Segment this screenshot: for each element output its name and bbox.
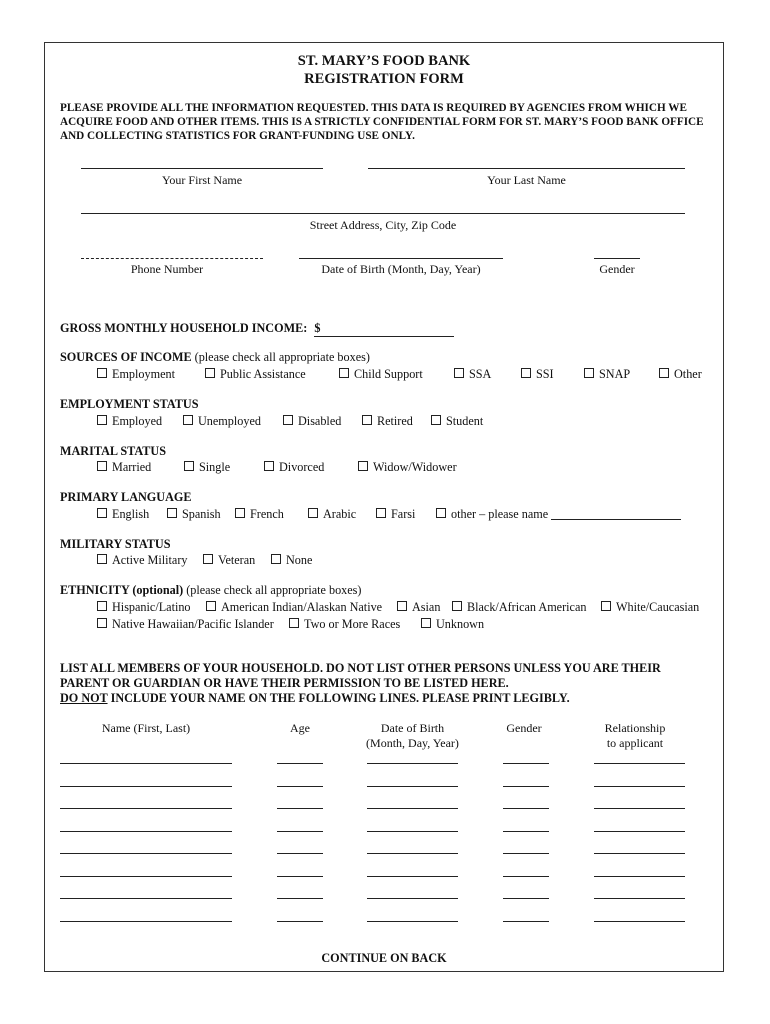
checkbox-icon[interactable] xyxy=(167,508,177,518)
household-dob-field[interactable] xyxy=(367,876,458,877)
col-header-age: Age xyxy=(290,721,310,735)
checkbox-arabic[interactable] xyxy=(308,507,356,522)
household-dob-field[interactable] xyxy=(367,921,458,922)
checkbox-active-military[interactable] xyxy=(97,553,187,568)
checkbox-icon[interactable] xyxy=(431,415,441,425)
option-label: Employment xyxy=(112,367,175,381)
checkbox-student[interactable] xyxy=(431,414,483,429)
checkbox-icon[interactable] xyxy=(436,508,446,518)
option-label: Unemployed xyxy=(198,414,261,428)
do-not-emphasis: DO NOT xyxy=(60,691,108,705)
checkbox-icon[interactable] xyxy=(454,368,464,378)
checkbox-white[interactable] xyxy=(601,600,699,615)
ethnicity-title: ETHNICITY (optional) xyxy=(60,583,184,597)
other-language-input[interactable] xyxy=(551,508,681,520)
checkbox-icon[interactable] xyxy=(421,618,431,628)
checkbox-icon[interactable] xyxy=(97,508,107,518)
checkbox-icon[interactable] xyxy=(289,618,299,628)
household-relationship-field[interactable] xyxy=(594,808,685,809)
checkbox-icon[interactable] xyxy=(397,601,407,611)
col-header-dob-line1: Date of Birth xyxy=(380,721,445,735)
gender-label: Gender xyxy=(599,262,635,276)
checkbox-icon[interactable] xyxy=(184,461,194,471)
form-title: ST. MARY’S FOOD BANK xyxy=(297,53,471,69)
checkbox-native-hawaiian[interactable] xyxy=(97,617,274,632)
household-gender-field[interactable] xyxy=(503,831,549,832)
option-label: French xyxy=(250,507,284,521)
household-age-field[interactable] xyxy=(277,853,323,854)
household-gender-field[interactable] xyxy=(503,876,549,877)
household-name-field[interactable] xyxy=(60,853,232,854)
checkbox-none[interactable] xyxy=(271,553,312,568)
checkbox-icon[interactable] xyxy=(601,601,611,611)
household-dob-field[interactable] xyxy=(367,786,458,787)
household-age-field[interactable] xyxy=(277,831,323,832)
checkbox-ssi[interactable] xyxy=(521,367,554,382)
checkbox-icon[interactable] xyxy=(206,601,216,611)
checkbox-icon[interactable] xyxy=(264,461,274,471)
checkbox-public-assistance[interactable] xyxy=(205,367,306,382)
currency-symbol: $ xyxy=(314,321,321,335)
option-label: English xyxy=(112,507,150,521)
household-name-field[interactable] xyxy=(60,786,232,787)
household-relationship-field[interactable] xyxy=(594,763,685,764)
household-relationship-field[interactable] xyxy=(594,921,685,922)
checkbox-child-support[interactable] xyxy=(339,367,423,382)
option-label: Divorced xyxy=(279,460,325,474)
checkbox-icon[interactable] xyxy=(584,368,594,378)
employment-status-heading: EMPLOYMENT STATUS xyxy=(60,397,199,411)
household-dob-field[interactable] xyxy=(367,763,458,764)
option-label: Hispanic/Latino xyxy=(112,600,191,614)
household-gender-field[interactable] xyxy=(503,808,549,809)
household-name-field[interactable] xyxy=(60,831,232,832)
household-dob-field[interactable] xyxy=(367,831,458,832)
military-status-heading: MILITARY STATUS xyxy=(60,537,171,551)
checkbox-spanish[interactable] xyxy=(167,507,221,522)
checkbox-icon[interactable] xyxy=(362,415,372,425)
checkbox-icon[interactable] xyxy=(97,461,107,471)
household-name-field[interactable] xyxy=(60,921,232,922)
ethnicity-note: (please check all appropriate boxes) xyxy=(186,583,362,597)
household-instruction-line3 xyxy=(60,691,720,706)
primary-language-heading: PRIMARY LANGUAGE xyxy=(60,490,192,504)
dob-field[interactable] xyxy=(299,258,503,259)
household-gender-field[interactable] xyxy=(503,921,549,922)
option-label: Asian xyxy=(412,600,441,614)
checkbox-icon[interactable] xyxy=(308,508,318,518)
confidentiality-notice: PLEASE PROVIDE ALL THE INFORMATION REQUESTED. THIS DATA IS REQUIRED BY AGENCIES FROM WHICH WE ACQUIRE FOOD AND OTHER ITEMS. THIS IS A STRICTLY CONFIDENTIAL FORM FOR ST. MARY’S FOOD BANK OFFICE AND COLLECTING STATISTICS FOR GRANT-FUNDING USE ONLY. xyxy=(60,102,704,142)
household-relationship-field[interactable] xyxy=(594,898,685,899)
checkbox-other-language[interactable] xyxy=(436,507,681,522)
household-gender-field[interactable] xyxy=(503,853,549,854)
dob-label: Date of Birth (Month, Day, Year) xyxy=(321,262,481,276)
household-relationship-field[interactable] xyxy=(594,786,685,787)
col-header-relationship xyxy=(590,721,680,751)
checkbox-french[interactable] xyxy=(235,507,284,522)
option-label: None xyxy=(286,553,313,567)
last-name-label: Your Last Name xyxy=(487,173,566,187)
checkbox-icon[interactable] xyxy=(205,368,215,378)
option-label: Child Support xyxy=(354,367,423,381)
household-gender-field[interactable] xyxy=(503,898,549,899)
household-relationship-field[interactable] xyxy=(594,831,685,832)
option-label: Two or More Races xyxy=(304,617,401,631)
household-dob-field[interactable] xyxy=(367,808,458,809)
household-relationship-field[interactable] xyxy=(594,876,685,877)
option-label: other – please name xyxy=(451,507,549,521)
checkbox-two-or-more[interactable] xyxy=(289,617,400,632)
checkbox-icon[interactable] xyxy=(183,415,193,425)
option-label: Employed xyxy=(112,414,163,428)
checkbox-icon[interactable] xyxy=(283,415,293,425)
household-age-field[interactable] xyxy=(277,808,323,809)
checkbox-other[interactable] xyxy=(659,367,702,382)
option-label: Native Hawaiian/Pacific Islander xyxy=(112,617,274,631)
option-label: Married xyxy=(112,460,152,474)
checkbox-retired[interactable] xyxy=(362,414,413,429)
marital-status-heading: MARITAL STATUS xyxy=(60,444,166,458)
checkbox-icon[interactable] xyxy=(97,415,107,425)
option-label: SSI xyxy=(536,367,554,381)
household-age-field[interactable] xyxy=(277,921,323,922)
option-label: American Indian/Alaskan Native xyxy=(221,600,383,614)
option-label: SSA xyxy=(469,367,492,381)
checkbox-disabled[interactable] xyxy=(283,414,341,429)
gross-income-label: GROSS MONTHLY HOUSEHOLD INCOME: xyxy=(60,321,308,335)
continue-on-back: CONTINUE ON BACK xyxy=(321,951,447,965)
checkbox-unknown[interactable] xyxy=(421,617,484,632)
sources-note: (please check all appropriate boxes) xyxy=(194,350,370,364)
option-label: Farsi xyxy=(391,507,416,521)
checkbox-icon[interactable] xyxy=(97,554,107,564)
option-label: SNAP xyxy=(599,367,631,381)
checkbox-employed[interactable] xyxy=(97,414,162,429)
checkbox-married[interactable] xyxy=(97,460,151,475)
checkbox-single[interactable] xyxy=(184,460,230,475)
col-header-dob-line2: (Month, Day, Year) xyxy=(366,736,459,750)
checkbox-icon[interactable] xyxy=(659,368,669,378)
first-name-label: Your First Name xyxy=(161,173,243,187)
checkbox-icon[interactable] xyxy=(271,554,281,564)
col-header-gender: Gender xyxy=(506,721,542,735)
household-age-field[interactable] xyxy=(277,898,323,899)
option-label: Single xyxy=(199,460,231,474)
checkbox-unemployed[interactable] xyxy=(183,414,261,429)
sources-of-income-heading xyxy=(60,350,370,365)
checkbox-widow[interactable] xyxy=(358,460,457,475)
col-header-name: Name (First, Last) xyxy=(101,721,191,735)
option-label: Active Military xyxy=(112,553,188,567)
gross-income-input[interactable] xyxy=(314,321,454,337)
household-age-field[interactable] xyxy=(277,786,323,787)
ethnicity-heading xyxy=(60,583,361,598)
checkbox-icon[interactable] xyxy=(521,368,531,378)
form-subtitle: REGISTRATION FORM xyxy=(304,71,464,87)
checkbox-icon[interactable] xyxy=(97,368,107,378)
checkbox-farsi[interactable] xyxy=(376,507,415,522)
checkbox-ssa[interactable] xyxy=(454,367,491,382)
option-label: Spanish xyxy=(182,507,221,521)
household-dob-field[interactable] xyxy=(367,853,458,854)
household-instruction-line2: PARENT OR GUARDIAN OR HAVE THEIR PERMISSION TO BE LISTED HERE. xyxy=(60,676,509,690)
checkbox-asian[interactable] xyxy=(397,600,440,615)
registration-form-page xyxy=(44,42,724,972)
phone-label: Phone Number xyxy=(130,262,204,276)
option-label: Unknown xyxy=(436,617,485,631)
col-header-dob xyxy=(355,721,470,751)
gross-income-row xyxy=(60,321,454,337)
checkbox-icon[interactable] xyxy=(358,461,368,471)
household-name-field[interactable] xyxy=(60,876,232,877)
household-relationship-field[interactable] xyxy=(594,853,685,854)
household-age-field[interactable] xyxy=(277,763,323,764)
col-header-rel-line2: to applicant xyxy=(606,736,664,750)
gender-field[interactable] xyxy=(594,258,640,259)
option-label: White/Caucasian xyxy=(616,600,700,614)
street-address-field[interactable] xyxy=(81,213,685,214)
first-name-field[interactable] xyxy=(81,168,323,169)
checkbox-divorced[interactable] xyxy=(264,460,324,475)
option-label: Public Assistance xyxy=(220,367,306,381)
household-gender-field[interactable] xyxy=(503,786,549,787)
checkbox-icon[interactable] xyxy=(97,601,107,611)
checkbox-snap[interactable] xyxy=(584,367,630,382)
option-label: Veteran xyxy=(218,553,256,567)
checkbox-icon[interactable] xyxy=(452,601,462,611)
sources-title: SOURCES OF INCOME xyxy=(60,350,192,364)
household-dob-field[interactable] xyxy=(367,898,458,899)
option-label: Retired xyxy=(377,414,413,428)
household-instruction-text: INCLUDE YOUR NAME ON THE FOLLOWING LINES. PLEASE PRINT LEGIBLY. xyxy=(107,691,570,705)
household-instruction-line1: LIST ALL MEMBERS OF YOUR HOUSEHOLD. DO NOT LIST OTHER PERSONS UNLESS YOU ARE THEIR xyxy=(60,661,661,675)
household-instructions xyxy=(60,661,720,706)
option-label: Black/African American xyxy=(467,600,587,614)
checkbox-veteran[interactable] xyxy=(203,553,255,568)
col-header-rel-line1: Relationship xyxy=(604,721,666,735)
checkbox-english[interactable] xyxy=(97,507,149,522)
household-gender-field[interactable] xyxy=(503,763,549,764)
option-label: Arabic xyxy=(323,507,357,521)
last-name-field[interactable] xyxy=(368,168,685,169)
household-name-field[interactable] xyxy=(60,763,232,764)
checkbox-icon[interactable] xyxy=(235,508,245,518)
household-name-field[interactable] xyxy=(60,898,232,899)
checkbox-icon[interactable] xyxy=(339,368,349,378)
checkbox-american-indian[interactable] xyxy=(206,600,382,615)
option-label: Disabled xyxy=(298,414,342,428)
checkbox-icon[interactable] xyxy=(376,508,386,518)
option-label: Widow/Widower xyxy=(373,460,457,474)
household-name-field[interactable] xyxy=(60,808,232,809)
option-label: Other xyxy=(674,367,702,381)
household-age-field[interactable] xyxy=(277,876,323,877)
phone-field[interactable] xyxy=(81,258,263,259)
checkbox-icon[interactable] xyxy=(97,618,107,628)
checkbox-black[interactable] xyxy=(452,600,586,615)
option-label: Student xyxy=(446,414,484,428)
checkbox-icon[interactable] xyxy=(203,554,213,564)
checkbox-employment[interactable] xyxy=(97,367,175,382)
checkbox-hispanic[interactable] xyxy=(97,600,191,615)
street-address-label: Street Address, City, Zip Code xyxy=(309,218,457,232)
